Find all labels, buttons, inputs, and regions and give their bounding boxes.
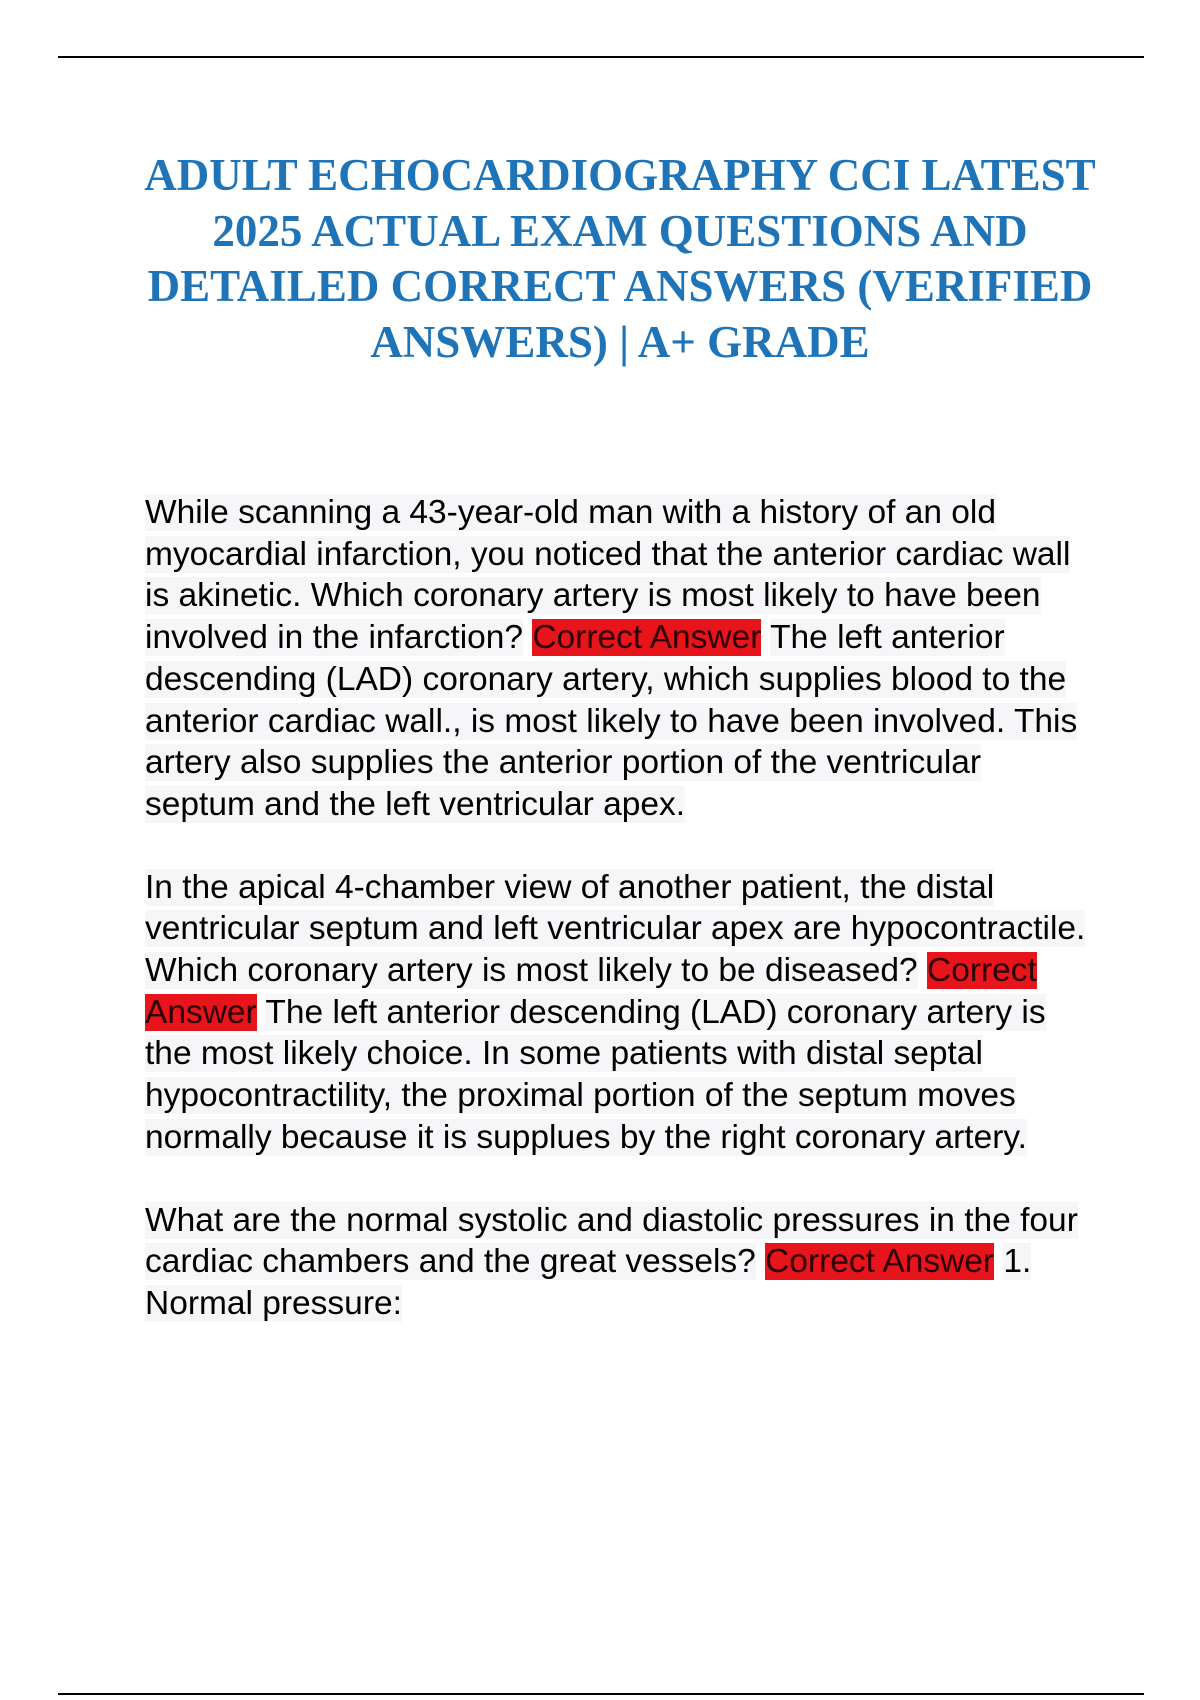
correct-answer-label: Correct Answer xyxy=(145,952,1037,1031)
qa-list xyxy=(145,492,1090,1366)
question-text: In the apical 4-chamber view of another patient, the distal ventricular septum and left ventricular apex are hypocontractile. Which coronary artery is most likely to be diseased? xyxy=(145,868,1086,990)
qa-entry-1 xyxy=(145,492,1090,826)
qa-entry-2 xyxy=(145,867,1090,1159)
question-text: While scanning a 43-year-old man with a history of an old myocardial infarction, you noticed that the anterior cardiac wall is akinetic. Which coronary artery is most likely to have been involved in the infarction? xyxy=(145,494,1071,657)
qa-entry-3 xyxy=(145,1200,1090,1325)
top-rule xyxy=(58,56,1144,58)
question-text: What are the normal systolic and diastolic pressures in the four cardiac chambers and the great vessels? xyxy=(145,1201,1078,1281)
correct-answer-label: Correct Answer xyxy=(532,619,762,657)
document-title: ADULT ECHOCARDIOGRAPHY CCI LATEST 2025 ACTUAL EXAM QUESTIONS AND DETAILED CORRECT ANSWERS (VERIFIED ANSWERS) | A+ GRADE xyxy=(144,150,1096,367)
answer-text: The left anterior descending (LAD) coronary artery, which supplies blood to the anterior cardiac wall., is most likely to have been involved. This artery also supplies the anterior portion of the ventricular septum and the left ventricular apex. xyxy=(145,619,1078,823)
answer-text: The left anterior descending (LAD) coronary artery is the most likely choice. In some patients with distal septal hypocontractility, the proximal portion of the septum moves normally because it is supplues by the right coronary artery. xyxy=(145,993,1046,1156)
bottom-rule xyxy=(58,1693,1144,1695)
answer-text: 1. Normal pressure: xyxy=(145,1243,1032,1322)
correct-answer-label: Correct Answer xyxy=(765,1243,995,1281)
